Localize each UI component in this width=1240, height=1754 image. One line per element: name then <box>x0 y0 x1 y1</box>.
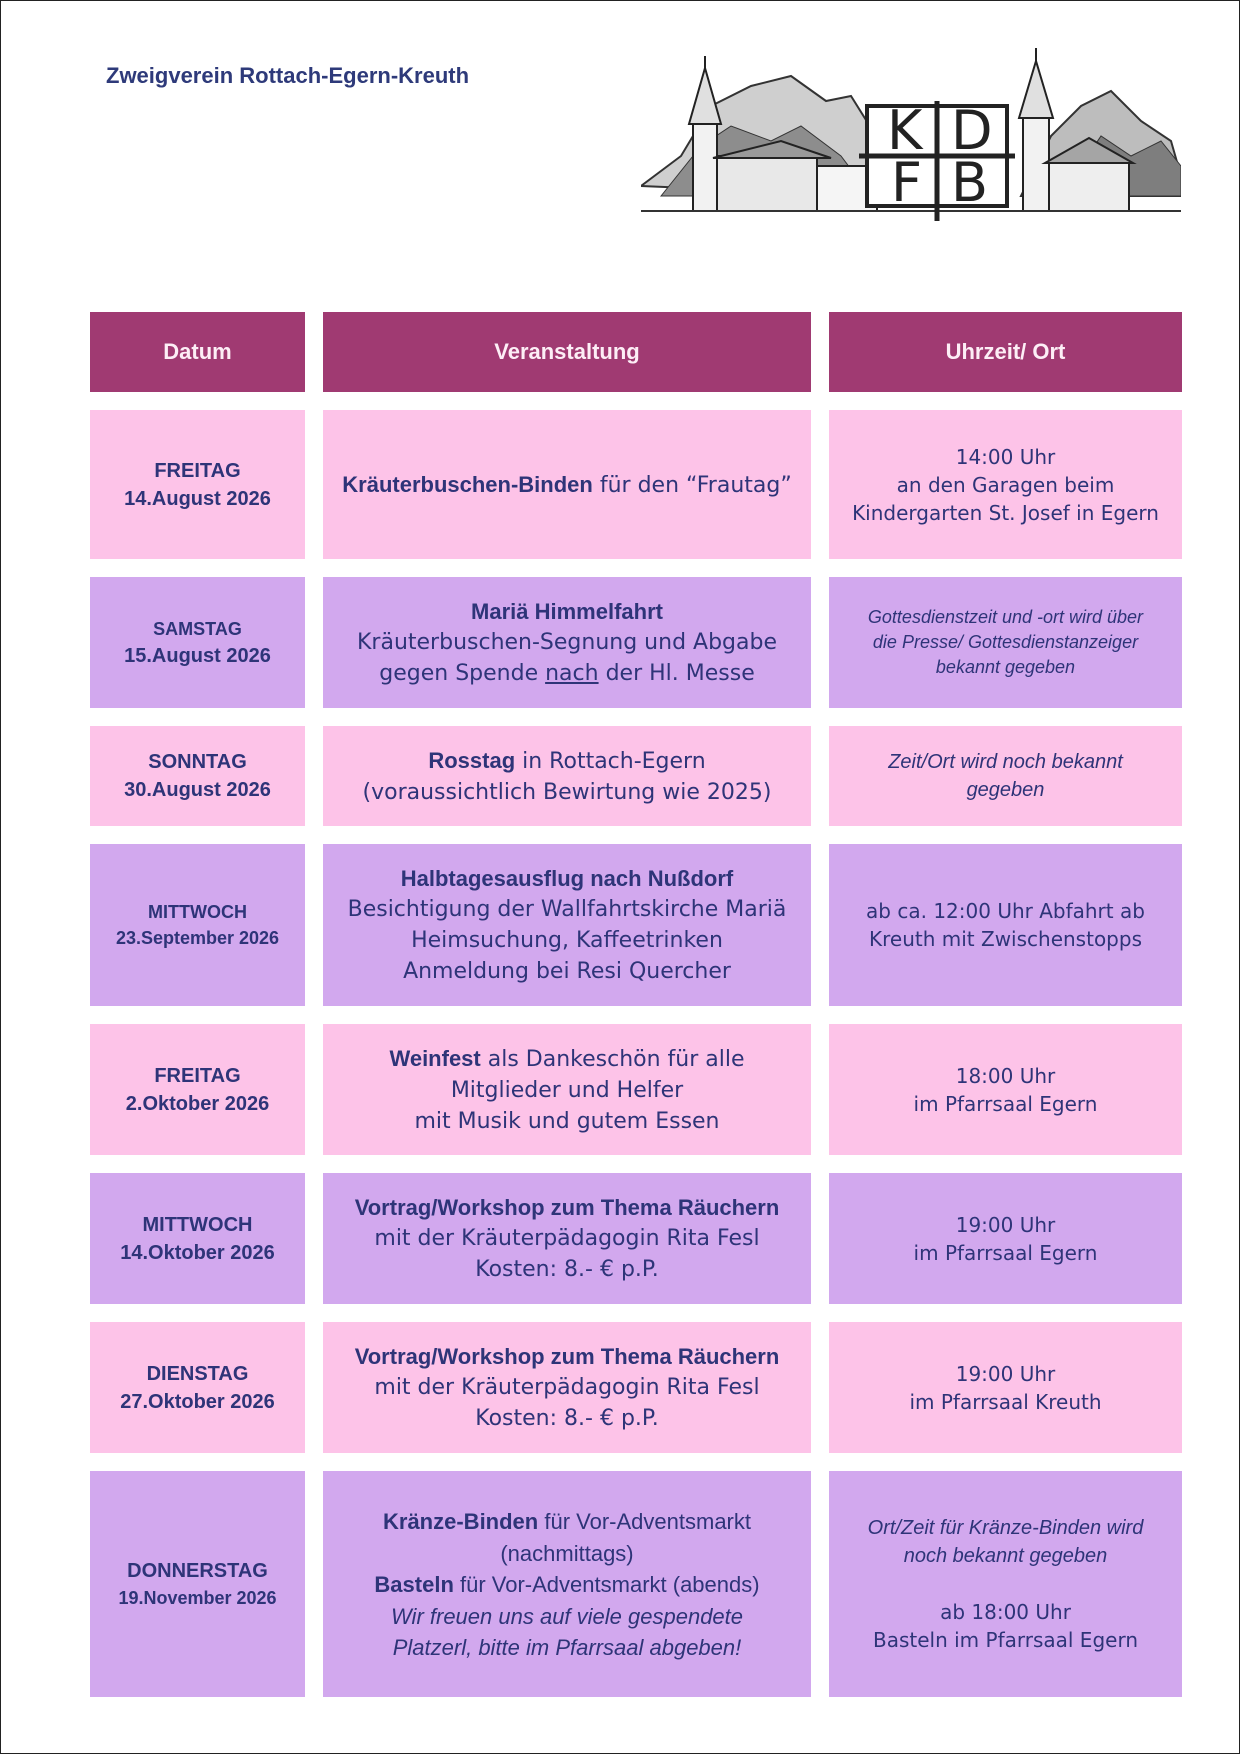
time-line: 19:00 Uhr <box>955 1361 1056 1386</box>
date: 30.August 2026 <box>124 779 271 801</box>
event-title: Mariä Himmelfahrt <box>471 599 663 624</box>
time-line: ab ca. 12:00 Uhr Abfahrt ab <box>866 899 1145 923</box>
logo-letter-f: F <box>891 151 923 214</box>
place-note: Ort/Zeit für Kränze-Binden wird <box>867 1517 1144 1539</box>
date-cell <box>90 1173 305 1304</box>
place-line: Kindergarten St. Josef in Egern <box>852 500 1159 525</box>
event-cell <box>323 1173 811 1304</box>
place-note: Gottesdienstzeit und -ort wird über <box>867 607 1144 627</box>
place-line: Basteln im Pfarrsaal Egern <box>872 1628 1138 1652</box>
event-cell <box>323 1471 811 1697</box>
place-note: Zeit/Ort wird noch bekannt <box>888 751 1123 773</box>
logo-letter-d: D <box>951 99 993 162</box>
event-text: Kosten: 8.- € p.P. <box>475 1406 659 1431</box>
date-cell <box>90 577 305 708</box>
event-text: in Rottach-Egern <box>515 748 706 774</box>
place-note: gegeben <box>966 779 1045 801</box>
date-cell <box>90 1471 305 1697</box>
date: 14.August 2026 <box>124 487 271 510</box>
place-note: bekannt gegeben <box>935 657 1076 677</box>
event-text: mit Musik und gutem Essen <box>414 1108 720 1134</box>
weekday: FREITAG <box>154 1064 241 1087</box>
event-title: Vortrag/Workshop zum Thema Räuchern <box>354 1344 780 1369</box>
weekday: DIENSTAG <box>146 1362 249 1385</box>
events-table <box>90 312 1182 1697</box>
event-text <box>379 658 754 689</box>
date-cell <box>90 410 305 559</box>
date-cell <box>90 1322 305 1453</box>
event-text: für den “Frautag” <box>592 472 792 498</box>
event-text-part: gegen Spende <box>379 661 546 686</box>
time-cell <box>829 726 1182 826</box>
place-line: im Pfarrsaal Kreuth <box>909 1389 1102 1414</box>
event-note: Platzerl, bitte im Pfarrsaal abgeben! <box>392 1634 742 1660</box>
date: 14.Oktober 2026 <box>120 1241 275 1264</box>
date-cell <box>90 844 305 1006</box>
weekday: SONNTAG <box>148 751 247 773</box>
event-title: Vortrag/Workshop zum Thema Räuchern <box>354 1195 780 1220</box>
event-cell <box>323 1322 811 1453</box>
event-text: Heimsuchung, Kaffeetrinken <box>411 928 723 953</box>
event-text: mit der Kräuterpädagogin Rita Fesl <box>374 1226 760 1251</box>
date-cell <box>90 1024 305 1155</box>
logo-letter-b: B <box>951 151 989 214</box>
event-text: Mitglieder und Helfer <box>450 1077 684 1103</box>
event-text: (voraussichtlich Bewirtung wie 2025) <box>362 779 772 805</box>
underlined-word: nach <box>545 661 599 686</box>
time-cell <box>829 410 1182 559</box>
kdfb-logo <box>641 46 1181 226</box>
time-cell <box>829 1471 1182 1697</box>
event-text: als Dankeschön für alle <box>480 1046 745 1072</box>
event-text: (nachmittags) <box>500 1540 634 1566</box>
header-uhrzeit-ort: Uhrzeit/ Ort <box>829 312 1182 392</box>
place-note: noch bekannt gegeben <box>903 1545 1108 1567</box>
weekday: SAMSTAG <box>153 618 242 639</box>
event-title: Kräuterbuschen-Binden <box>342 471 593 497</box>
event-text-part: der Hl. Messe <box>598 661 755 686</box>
event-text: Kosten: 8.- € p.P. <box>475 1257 659 1282</box>
event-cell <box>323 726 811 826</box>
time-line: 19:00 Uhr <box>955 1212 1056 1237</box>
event-text: für Vor-Adventsmarkt (abends) <box>453 1571 760 1597</box>
event-note: Wir freuen uns auf viele gespendete <box>390 1603 744 1629</box>
weekday: MITTWOCH <box>142 1213 253 1236</box>
event-text: mit der Kräuterpädagogin Rita Fesl <box>374 1375 760 1400</box>
place-line: im Pfarrsaal Egern <box>913 1240 1098 1265</box>
event-text: für Vor-Adventsmarkt <box>538 1508 751 1534</box>
event-title: Rosstag <box>428 747 516 773</box>
weekday: MITTWOCH <box>148 902 247 922</box>
place-line: im Pfarrsaal Egern <box>913 1091 1098 1116</box>
time-line: 14:00 Uhr <box>955 444 1056 469</box>
time-line: ab 18:00 Uhr <box>940 1600 1071 1624</box>
date: 19.November 2026 <box>118 1588 277 1608</box>
place-line: Kreuth mit Zwischenstopps <box>869 927 1142 951</box>
event-title: Halbtagesausflug nach Nußdorf <box>400 866 734 891</box>
time-cell <box>829 1322 1182 1453</box>
event-cell <box>323 844 811 1006</box>
date: 27.Oktober 2026 <box>120 1390 275 1413</box>
event-text: Anmeldung bei Resi Quercher <box>403 959 731 984</box>
date: 23.September 2026 <box>115 928 280 948</box>
header-veranstaltung: Veranstaltung <box>323 312 811 392</box>
event-title: Basteln <box>374 1571 454 1597</box>
weekday: DONNERSTAG <box>127 1560 268 1582</box>
place-note: die Presse/ Gottesdienstanzeiger <box>872 632 1139 652</box>
header-datum: Datum <box>90 312 305 392</box>
event-cell <box>323 410 811 559</box>
date-cell <box>90 726 305 826</box>
event-cell <box>323 1024 811 1155</box>
time-line: 18:00 Uhr <box>955 1063 1056 1088</box>
logo-letter-k: K <box>887 99 923 162</box>
date: 15.August 2026 <box>124 644 271 667</box>
place-line: an den Garagen beim <box>896 472 1115 497</box>
event-title: Weinfest <box>389 1045 481 1071</box>
event-text: Besichtigung der Wallfahrtskirche Mariä <box>347 897 787 922</box>
weekday: FREITAG <box>154 459 241 482</box>
time-cell <box>829 1173 1182 1304</box>
event-title: Kränze-Binden <box>383 1508 539 1534</box>
organization-title: Zweigverein Rottach-Egern-Kreuth <box>106 63 470 88</box>
event-cell <box>323 577 811 708</box>
date: 2.Oktober 2026 <box>125 1092 270 1115</box>
time-cell <box>829 844 1182 1006</box>
time-cell <box>829 1024 1182 1155</box>
event-text: Kräuterbuschen-Segnung und Abgabe <box>357 630 777 655</box>
time-cell <box>829 577 1182 708</box>
